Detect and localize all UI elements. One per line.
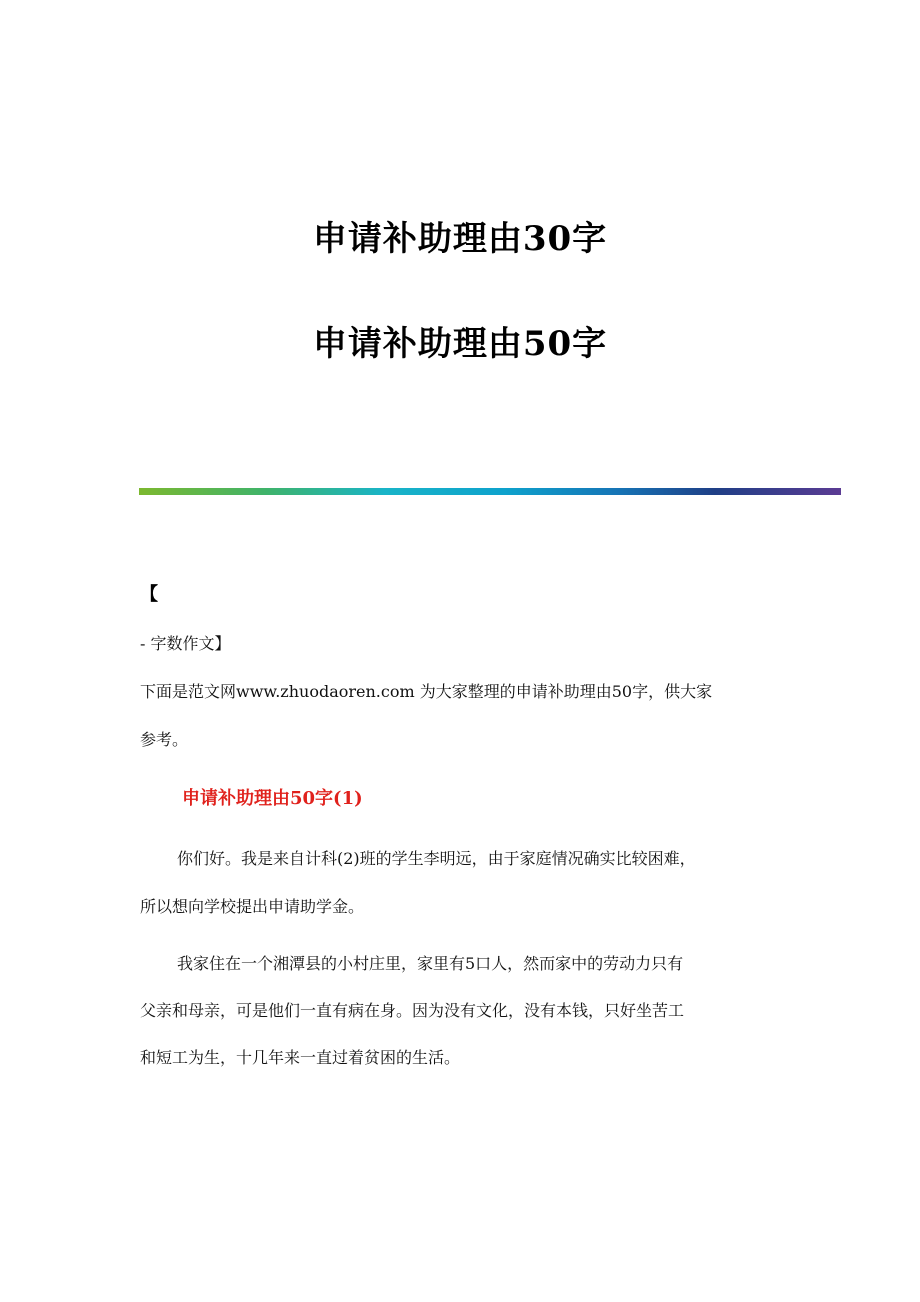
- gradient-divider: [139, 488, 841, 495]
- paragraph-2-line-1: 我家住在一个湘潭县的小村庄里，家里有5口人，然而家中的劳动力只有: [177, 954, 684, 973]
- open-bracket: 【: [140, 584, 158, 605]
- intro-line-1: 下面是范文网www.zhuodaoren.com 为大家整理的申请补助理由50字，供大家: [140, 682, 713, 701]
- paragraph-2-line-2: 父亲和母亲，可是他们一直有病在身。因为没有文化，没有本钱，只好坐苦工: [140, 1001, 685, 1020]
- intro-line-2: 参考。: [140, 730, 189, 749]
- page-title-line-1: 申请补助理由30字: [312, 219, 608, 259]
- page-title-line-2: 申请补助理由50字: [312, 324, 608, 364]
- section-heading: 申请补助理由50字(1): [182, 788, 363, 809]
- paragraph-1-line-2: 所以想向学校提出申请助学金。: [140, 897, 365, 916]
- paragraph-2-line-3: 和短工为生，十几年来一直过着贫困的生活。: [140, 1048, 461, 1067]
- category-line: - 字数作文】: [140, 634, 231, 653]
- paragraph-1-line-1: 你们好。我是来自计科(2)班的学生李明远，由于家庭情况确实比较困难，: [177, 849, 696, 868]
